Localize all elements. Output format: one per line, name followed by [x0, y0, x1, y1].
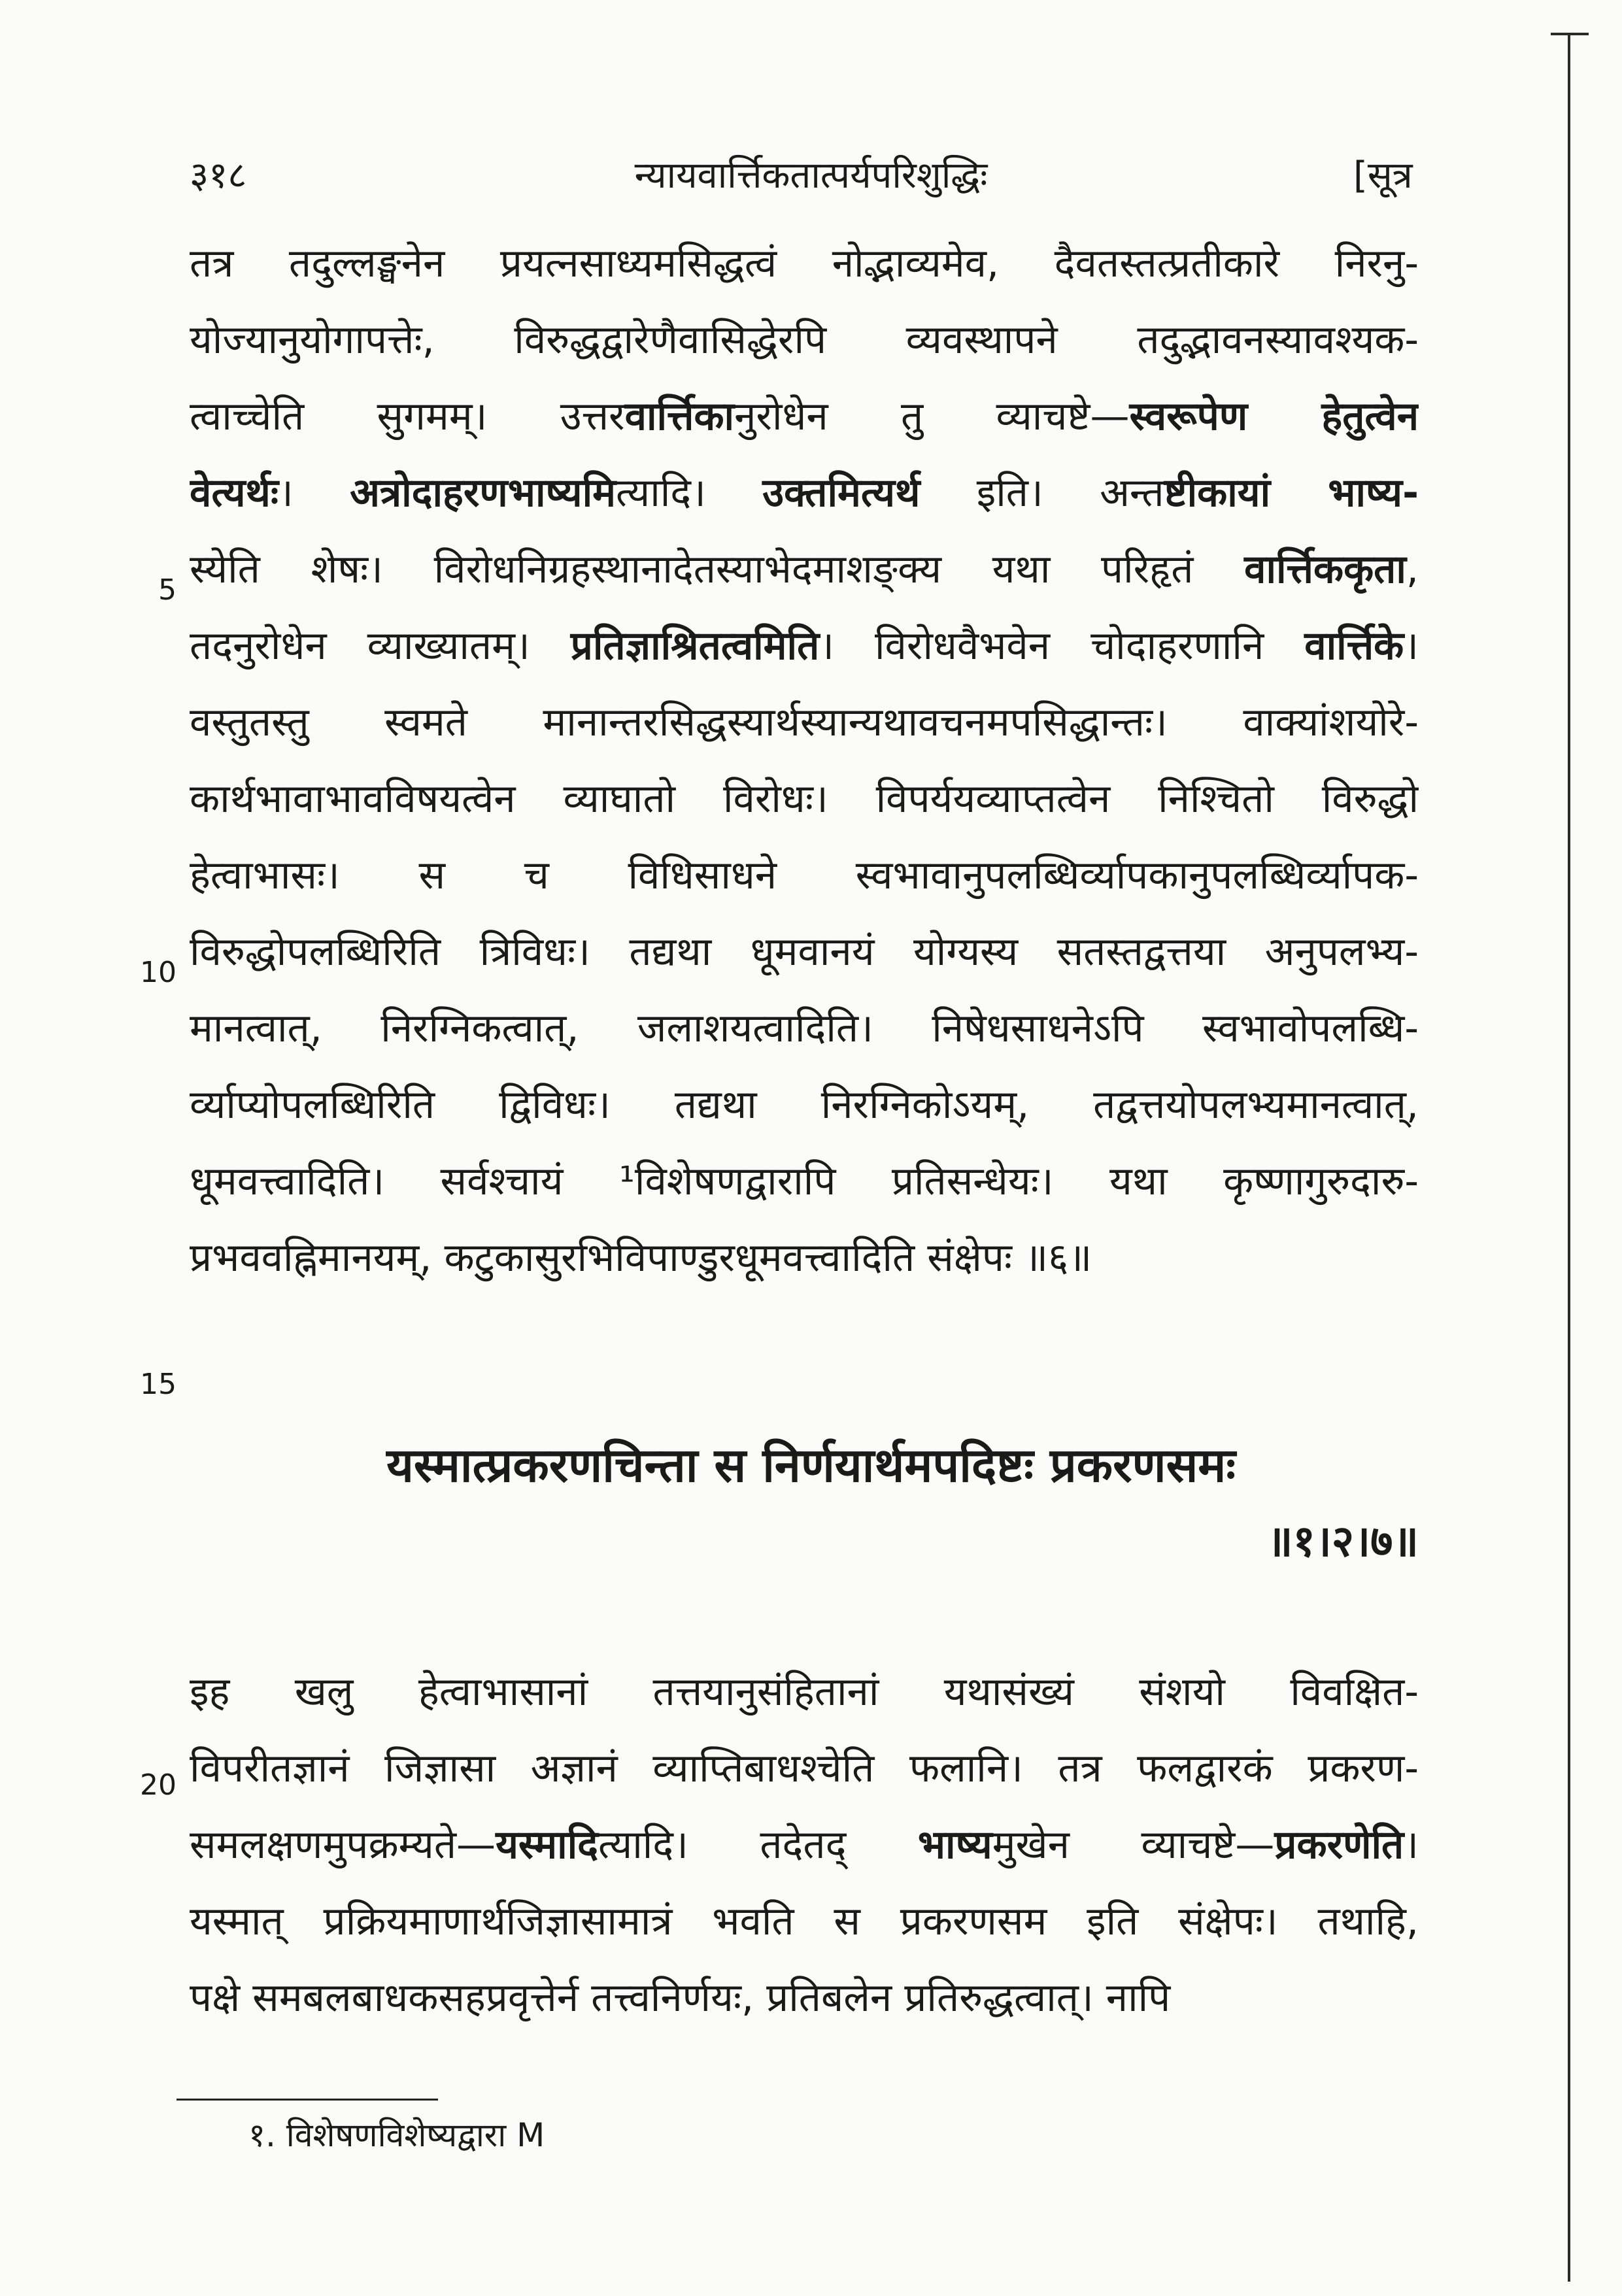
text-span: मुखेन व्याचष्टे— — [992, 1822, 1275, 1868]
commentary-block-bottom — [190, 1654, 1419, 2036]
text-line — [190, 1654, 1419, 1730]
text-span: पक्षे समबलबाधकसहप्रवृत्तेर्न तत्त्वनिर्णयः, प्रतिबलेन प्रतिरुद्धत्वात्। नापि — [190, 1975, 1171, 2021]
text-span: । — [1404, 1822, 1419, 1868]
text-line — [190, 684, 1419, 761]
text-span: र्व्याप्योपलब्धिरिति द्विविधः। तद्यथा निरग्निकोऽयम्, तद्वत्तयोपलभ्यमानत्वात्, — [190, 1082, 1419, 1128]
text-line — [190, 761, 1419, 837]
text-span: समलक्षणमुपक्रम्यते— — [190, 1822, 496, 1868]
bold-span: वार्त्तिके — [1304, 623, 1404, 669]
text-line — [190, 990, 1419, 1067]
running-title: न्यायवार्त्तिकतात्पर्यपरिशुद्धिः — [634, 154, 988, 197]
text-span: स्येति शेषः। विरोधनिग्रहस्थानादेतस्याभेदमाशङ्क्य यथा परिहृतं — [190, 547, 1245, 592]
text-span: त्यादि। — [616, 470, 763, 516]
bold-span: प्रतिज्ञाश्रितत्वमिति — [570, 623, 820, 669]
line-number-15: 15 — [140, 1368, 177, 1401]
sutra-number: ॥१।२।७॥ — [1266, 1516, 1419, 1566]
text-line — [190, 1730, 1419, 1807]
bold-span: उक्तमित्यर्थ — [762, 470, 921, 516]
text-line — [190, 226, 1419, 302]
text-span: विपरीतज्ञानं जिज्ञासा अज्ञानं व्याप्तिबाधश्चेति फलानि। तत्र फलद्वारकं प्रकरण- — [190, 1746, 1419, 1791]
bold-span: यस्मादि — [496, 1822, 599, 1868]
text-line — [190, 532, 1419, 608]
text-span: विरुद्धोपलब्धिरिति त्रिविधः। तद्यथा धूमवानयं योग्यस्य सतस्तद्वत्तया अनुपलभ्य- — [190, 929, 1419, 975]
bold-span: अत्रोदाहरणभाष्यमि — [350, 470, 617, 516]
text-span: इह खलु हेत्वाभासानां तत्तयानुसंहितानां यथासंख्यं संशयो विवक्षित- — [190, 1669, 1419, 1715]
text-span: हेत्वाभासः। स च विधिसाधने स्वभावानुपलब्धिर्व्यापकानुपलब्धिर्व्यापक- — [190, 853, 1419, 898]
text-span: वस्तुतस्तु स्वमते मानान्तरसिद्धस्यार्थस्यान्यथावचनमपसिद्धान्तः। वाक्यांशयोरे- — [190, 700, 1419, 745]
bold-span: स्वरूपेण हेतुत्वेन — [1129, 394, 1419, 439]
text-span: धूमवत्त्वादिति। सर्वश्चायं ¹विशेषणद्वारापि प्रतिसन्धेयः। यथा कृष्णागुरुदारु- — [190, 1158, 1419, 1204]
page-number: ३१८ — [190, 154, 247, 197]
footnote: १. विशेषणविशेष्यद्वारा M — [248, 2116, 545, 2154]
text-line — [190, 1960, 1419, 2036]
text-span: योज्यानुयोगापत्तेः, विरुद्धद्वारेणैवासिद्धेरपि व्यवस्थापने तदुद्भावनस्यावश्यक- — [190, 317, 1419, 363]
text-span: त्वाच्चेति सुगमम्। उत्तर — [190, 394, 625, 439]
text-line — [190, 837, 1419, 914]
bold-span: ष्टीकायां भाष्य- — [1164, 470, 1419, 516]
text-line — [190, 302, 1419, 379]
bold-span: प्रकरणेति — [1274, 1822, 1404, 1868]
page-edge-tick — [1551, 33, 1589, 35]
text-span: । — [279, 470, 350, 516]
text-line — [190, 1807, 1419, 1883]
line-number-10: 10 — [140, 956, 177, 989]
text-span: नुरोधेन तु व्याचष्टे— — [734, 394, 1130, 439]
text-span: यस्मात् प्रक्रियमाणार्थजिज्ञासामात्रं भवति स प्रकरणसम इति संक्षेपः। तथाहि, — [190, 1899, 1419, 1944]
text-line — [190, 1883, 1419, 1960]
text-span: , — [1406, 547, 1419, 592]
text-span: मानत्वात्, निरग्निकत्वात्, जलाशयत्वादिति। निषेधसाधनेऽपि स्वभावोपलब्धि- — [190, 1005, 1419, 1051]
footnote-rule — [177, 2099, 438, 2101]
text-span: प्रभववह्निमानयम्, कटुकासुरभिविपाण्डुरधूमवत्त्वादिति संक्षेपः ॥६॥ — [190, 1235, 1092, 1281]
line-number-5: 5 — [158, 573, 177, 607]
text-span: कार्थभावाभावविषयत्वेन व्याघातो विरोधः। विपर्ययव्याप्तत्वेन निश्चितो विरुद्धो — [190, 776, 1419, 822]
text-span: इति। अन्त — [920, 470, 1164, 516]
bold-span: वार्त्तिककृता — [1244, 547, 1406, 592]
text-span: । — [1404, 623, 1419, 669]
sutra-text: यस्मात्प्रकरणचिन्ता स निर्णयार्थमपदिष्टः प्रकरणसमः — [386, 1438, 1236, 1493]
page-edge-rule — [1568, 33, 1570, 2282]
text-line — [190, 608, 1419, 684]
bold-span: भाष्य — [917, 1822, 992, 1868]
text-span: तदनुरोधेन व्याख्यातम्। — [190, 623, 571, 669]
page-header — [0, 149, 1622, 208]
text-line — [190, 914, 1419, 990]
text-span: त्यादि। तदेतद् — [598, 1822, 918, 1868]
text-line — [190, 379, 1419, 455]
text-line — [190, 1220, 1419, 1296]
bold-span: वार्त्तिका — [624, 394, 735, 439]
line-number-20: 20 — [140, 1768, 177, 1802]
text-span: । विरोधवैभवेन चोदाहरणानि — [819, 623, 1305, 669]
section-label: [सूत्र — [1353, 154, 1413, 197]
text-line — [190, 455, 1419, 532]
text-line — [190, 1143, 1419, 1220]
commentary-block-top — [190, 226, 1419, 1296]
text-line — [190, 1067, 1419, 1143]
text-span: तत्र तदुल्लङ्घनेन प्रयत्नसाध्यमसिद्धत्वं नोद्भाव्यमेव, दैवतस्तत्प्रतीकारे निरनु- — [190, 241, 1419, 286]
bold-span: वेत्यर्थः — [190, 470, 279, 516]
